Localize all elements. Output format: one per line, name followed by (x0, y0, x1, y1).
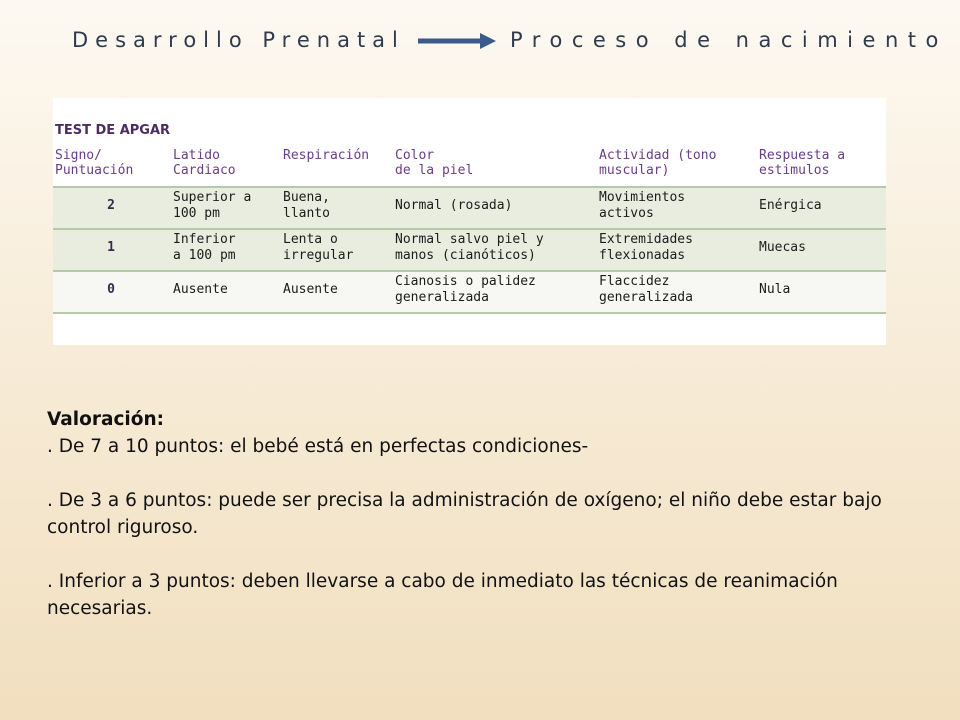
actividad-cell: Flaccidez generalizada (597, 271, 757, 313)
header-left-title: Desarrollo Prenatal (72, 28, 405, 52)
table-row (53, 187, 886, 229)
column-header-respiracion: Respiración (281, 144, 393, 187)
respiracion-cell: Buena, llanto (281, 187, 393, 229)
header-right-title: Proceso de nacimiento (510, 28, 948, 52)
apgar-header-row (53, 144, 886, 187)
paragraph-spacer (47, 460, 907, 487)
apgar-table (53, 144, 886, 314)
respuesta-cell: Nula (757, 271, 886, 313)
color-cell: Cianosis o palidez generalizada (393, 271, 597, 313)
apgar-table-panel (53, 98, 886, 345)
latido-cell: Superior a 100 pm (171, 187, 281, 229)
column-header-signo: Signo/ Puntuación (53, 144, 171, 187)
latido-cell: Inferior a 100 pm (171, 229, 281, 271)
score-cell: 2 (53, 187, 171, 229)
score-cell: 0 (53, 271, 171, 313)
respuesta-cell: Muecas (757, 229, 886, 271)
table-row (53, 229, 886, 271)
column-header-respuesta: Respuesta a estimulos (757, 144, 886, 187)
color-cell: Normal salvo piel y manos (cianóticos) (393, 229, 597, 271)
valoracion-section (47, 406, 907, 622)
column-header-color: Color de la piel (393, 144, 597, 187)
respiracion-cell: Ausente (281, 271, 393, 313)
table-row (53, 271, 886, 313)
valoracion-item-below-3: . Inferior a 3 puntos: deben llevarse a cabo de inmediato las técnicas de reanimación necesarias. (47, 571, 844, 619)
color-cell: Normal (rosada) (393, 187, 597, 229)
score-cell: 1 (53, 229, 171, 271)
slide-header (0, 28, 960, 58)
apgar-table-title: TEST DE APGAR (55, 123, 171, 138)
column-header-latido: Latido Cardiaco (171, 144, 281, 187)
actividad-cell: Movimientos activos (597, 187, 757, 229)
valoracion-heading: Valoración: (47, 409, 165, 430)
paragraph-spacer (47, 541, 907, 568)
latido-cell: Ausente (171, 271, 281, 313)
valoracion-item-3-6: . De 3 a 6 puntos: puede ser precisa la administración de oxígeno; el niño debe estar bajo control riguroso. (47, 490, 888, 538)
respiracion-cell: Lenta o irregular (281, 229, 393, 271)
column-header-actividad: Actividad (tono muscular) (597, 144, 757, 187)
right-arrow-icon (418, 32, 496, 50)
respuesta-cell: Enérgica (757, 187, 886, 229)
actividad-cell: Extremidades flexionadas (597, 229, 757, 271)
valoracion-item-7-10: . De 7 a 10 puntos: el bebé está en perfectas condiciones- (47, 436, 589, 457)
